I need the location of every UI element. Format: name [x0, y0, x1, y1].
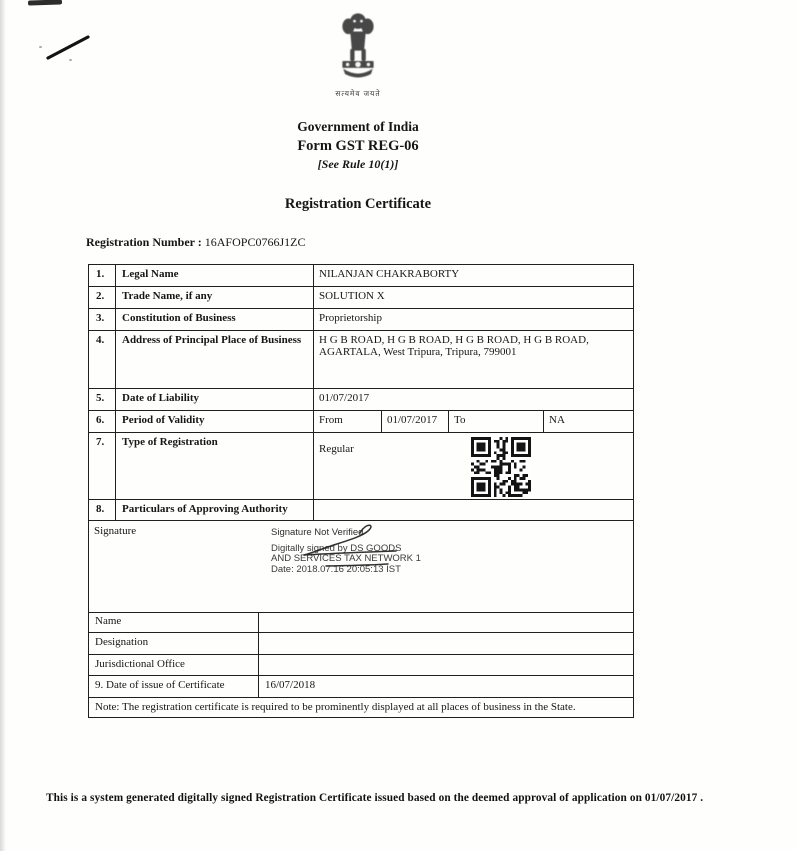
- trade-name-label: Trade Name, if any: [116, 287, 314, 309]
- table-row: [89, 265, 634, 287]
- designation-label: Designation: [89, 633, 259, 655]
- table-row: [89, 612, 634, 633]
- approving-authority-label: Particulars of Approving Authority: [116, 500, 314, 521]
- table-row: [89, 331, 634, 389]
- legal-name-value: NILANJAN CHAKRABORTY: [314, 265, 634, 287]
- table-row: [89, 655, 634, 676]
- details-table: [88, 612, 634, 719]
- signature-not-verified-text: Signature Not Verified: [271, 527, 364, 538]
- address-line-1: H G B ROAD, H G B ROAD, H G B ROAD, H G B ROAD,: [319, 334, 589, 346]
- row-number: 1.: [89, 265, 116, 287]
- row-number: 2.: [89, 287, 116, 309]
- header-government: Government of India: [297, 119, 419, 134]
- issue-date-value: 16/07/2018: [259, 676, 634, 698]
- header-form-name: Form GST REG-06: [297, 138, 419, 154]
- trade-name-value: SOLUTION X: [314, 287, 634, 309]
- signature-network-line: AND SERVICES TAX NETWORK 1: [271, 553, 421, 564]
- signature-date-line: Date: 2018.07.16 20:05:13 IST: [271, 563, 401, 575]
- address-value: [314, 331, 634, 389]
- qr-code: [471, 437, 531, 497]
- table-row: [89, 676, 634, 698]
- registration-number-line: [86, 235, 305, 250]
- validity-from-value: 01/07/2017: [382, 411, 449, 433]
- table-row: [89, 500, 634, 521]
- registration-type-label: Type of Registration: [116, 433, 314, 500]
- validity-label: Period of Validity: [116, 411, 314, 433]
- table-row: [89, 633, 634, 655]
- row-number: 4.: [89, 331, 116, 389]
- signature-label: Signature: [94, 525, 137, 537]
- liability-date-label: Date of Liability: [116, 389, 314, 411]
- table-row: [89, 287, 634, 309]
- issue-date-label: 9. Date of issue of Certificate: [89, 676, 259, 698]
- constitution-label: Constitution of Business: [116, 309, 314, 331]
- certificate-body: [88, 264, 634, 718]
- table-row: [89, 309, 634, 331]
- liability-date-value: 01/07/2017: [314, 389, 634, 411]
- name-label: Name: [89, 612, 259, 633]
- certificate-table: [88, 264, 634, 613]
- legal-name-label: Legal Name: [116, 265, 314, 287]
- row-number: 6.: [89, 411, 116, 433]
- signature-cell: [89, 521, 634, 613]
- jurisdictional-office-label: Jurisdictional Office: [89, 655, 259, 676]
- name-value: [259, 612, 634, 633]
- signature-signed-by-line: Digitally signed by DS GOODS: [271, 542, 402, 554]
- row-number: 7.: [89, 433, 116, 500]
- row-number: 3.: [89, 309, 116, 331]
- header-rule-ref: [See Rule 10(1)]: [317, 157, 399, 171]
- digital-signature-stamp: [271, 528, 461, 575]
- footer-statement: This is a system generated digitally signed Registration Certificate issued based on the deemed approval of application on 01/07/2017 .: [46, 792, 704, 804]
- address-line-2: AGARTALA, West Tripura, Tripura, 799001: [319, 346, 517, 358]
- constitution-value: Proprietorship: [314, 309, 634, 331]
- registration-type-value: Regular: [319, 443, 354, 455]
- validity-to-value: NA: [544, 411, 634, 433]
- row-number: 5.: [89, 389, 116, 411]
- table-row: [89, 433, 634, 500]
- note-row: [89, 698, 634, 718]
- designation-value: [259, 633, 634, 655]
- registration-type-cell: [314, 433, 634, 500]
- signature-row: [89, 521, 634, 613]
- document-header: [0, 0, 716, 213]
- jurisdictional-office-value: [259, 655, 634, 676]
- registration-number-label: Registration Number :: [86, 235, 202, 249]
- emblem-caption: सत्यमेव जयते: [335, 89, 381, 98]
- approving-authority-value: [314, 500, 634, 521]
- validity-to-label: To: [449, 411, 544, 433]
- page-title: Registration Certificate: [284, 196, 432, 212]
- table-row: [89, 389, 634, 411]
- validity-from-label: From: [314, 411, 382, 433]
- registration-number-value: 16AFOPC0766J1ZC: [204, 235, 306, 249]
- table-row: [89, 411, 634, 433]
- india-emblem-icon: [332, 10, 384, 86]
- note-text: Note: The registration certificate is required to be prominently displayed at all places of business in the State.: [89, 698, 634, 718]
- row-number: 8.: [89, 500, 116, 521]
- address-label: Address of Principal Place of Business: [116, 331, 314, 389]
